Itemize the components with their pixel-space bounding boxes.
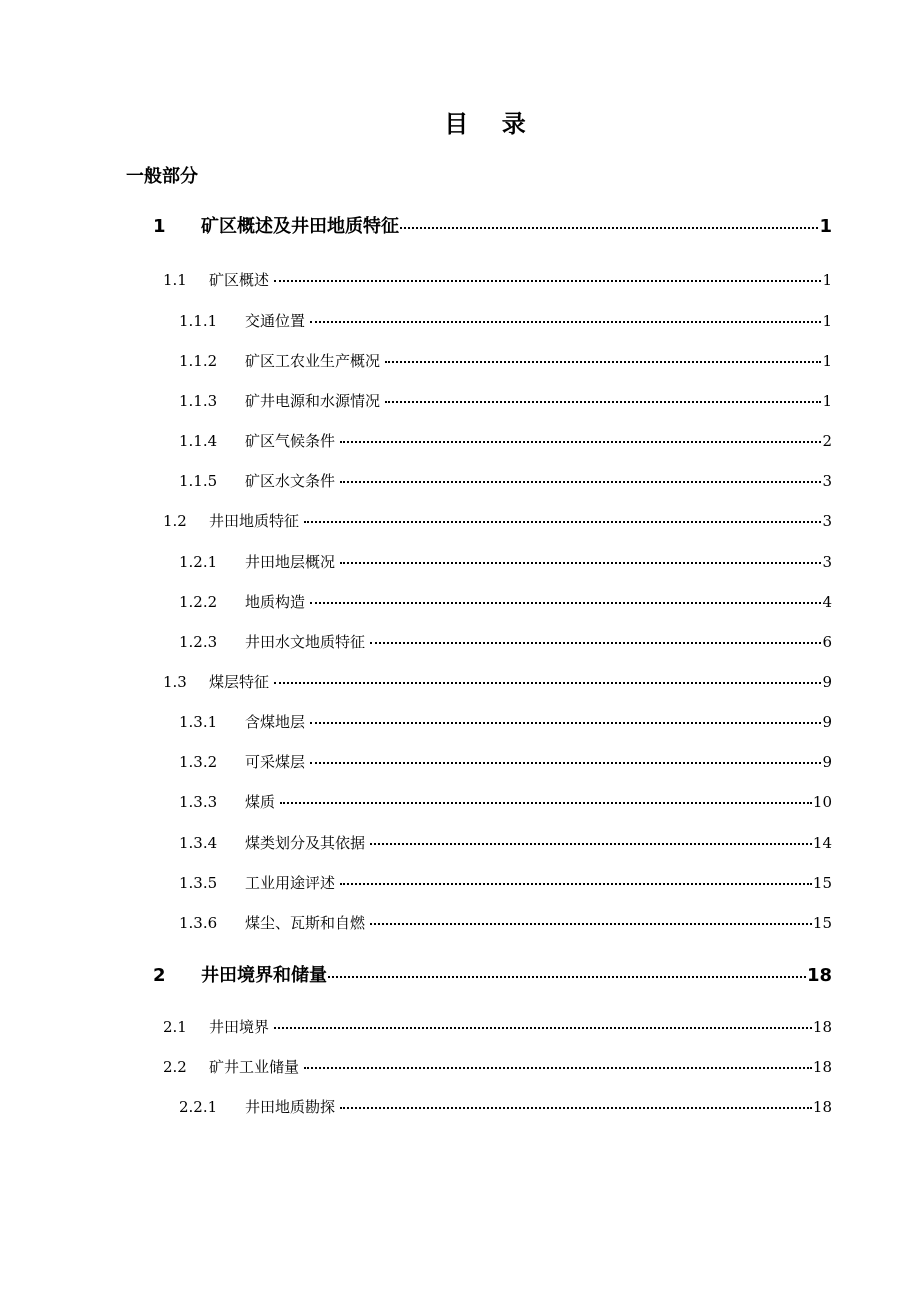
toc-entry[interactable] xyxy=(179,310,832,331)
toc-entry-label: 井田地质勘探 xyxy=(245,1098,336,1116)
toc-entry[interactable] xyxy=(179,430,832,451)
toc-entry-number: 2.2 xyxy=(163,1058,187,1076)
toc-entry[interactable] xyxy=(179,551,832,572)
toc-dot-leader xyxy=(304,521,821,523)
toc-entry-number: 1.2 xyxy=(163,512,187,530)
toc-entry-page-number: 3 xyxy=(822,512,832,530)
toc-dot-leader xyxy=(340,562,821,564)
toc-entry-page-number: 6 xyxy=(822,633,832,651)
toc-entry-label: 矿区气候条件 xyxy=(245,432,336,450)
toc-dot-leader xyxy=(280,802,812,804)
toc-entry-page-number: 1 xyxy=(822,352,832,370)
toc-dot-leader xyxy=(340,1107,812,1109)
toc-entry[interactable] xyxy=(179,350,832,371)
toc-entry-page-number: 1 xyxy=(822,271,832,289)
toc-entry[interactable] xyxy=(179,832,832,853)
toc-dot-leader xyxy=(385,401,821,403)
toc-dot-leader xyxy=(310,602,821,604)
toc-entry-page-number: 9 xyxy=(822,673,832,691)
toc-entry-page-number: 14 xyxy=(812,834,832,852)
toc-dot-leader xyxy=(385,361,821,363)
toc-entry-number: 1.1.2 xyxy=(179,352,218,370)
toc-entry-page-number: 4 xyxy=(822,593,832,611)
toc-dot-leader xyxy=(370,923,812,925)
toc-entry-number: 1.2.3 xyxy=(179,633,218,651)
page-title: 目 录 xyxy=(444,110,526,138)
toc-entry-label: 井田境界 xyxy=(209,1018,270,1036)
toc-entry-label: 矿区概述及井田地质特征 xyxy=(201,216,399,237)
toc-entry[interactable] xyxy=(153,212,832,238)
toc-entry-label: 井田水文地质特征 xyxy=(245,633,366,651)
toc-dot-leader xyxy=(310,762,821,764)
toc-entry-number: 1.3.5 xyxy=(179,874,218,892)
toc-entry-number: 1.3.1 xyxy=(179,713,218,731)
toc-entry-number: 1.1.5 xyxy=(179,472,218,490)
toc-entry-number: 1.3 xyxy=(163,673,187,691)
toc-entry-page-number: 1 xyxy=(822,312,832,330)
toc-dot-leader xyxy=(340,481,821,483)
toc-entry[interactable] xyxy=(153,961,832,987)
toc-entry[interactable] xyxy=(179,1096,832,1117)
toc-entry[interactable] xyxy=(179,791,832,812)
toc-entry-number: 1.3.3 xyxy=(179,793,218,811)
toc-entry[interactable] xyxy=(179,872,832,893)
toc-entry-label: 煤质 xyxy=(245,793,276,811)
section-heading: 一般部分 xyxy=(126,166,198,187)
toc-entry-page-number: 2 xyxy=(822,432,832,450)
toc-entry-label: 矿区工农业生产概况 xyxy=(245,352,381,370)
toc-dot-leader xyxy=(274,682,821,684)
toc-entry-page-number: 18 xyxy=(806,965,832,986)
toc-entry-label: 矿井工业储量 xyxy=(209,1058,300,1076)
toc-entry[interactable] xyxy=(163,1056,832,1077)
toc-entry-number: 1.1 xyxy=(163,271,187,289)
toc-entry-number: 1.1.3 xyxy=(179,392,218,410)
toc-dot-leader xyxy=(340,883,812,885)
toc-entry-number: 1.1.1 xyxy=(179,312,218,330)
toc-entry-label: 矿区水文条件 xyxy=(245,472,336,490)
toc-entry-label: 矿区概述 xyxy=(209,271,270,289)
toc-entry-label: 煤类划分及其依据 xyxy=(245,834,366,852)
toc-entry[interactable] xyxy=(163,510,832,531)
toc-dot-leader xyxy=(400,227,818,229)
toc-entry-number: 1.3.4 xyxy=(179,834,218,852)
toc-entry-page-number: 10 xyxy=(812,793,832,811)
toc-entry-number: 2.2.1 xyxy=(179,1098,218,1116)
toc-entry-number: 1.2.2 xyxy=(179,593,218,611)
toc-entry-number: 1.3.6 xyxy=(179,914,218,932)
toc-entry[interactable] xyxy=(163,1016,832,1037)
toc-entry-page-number: 1 xyxy=(819,216,832,237)
toc-entry[interactable] xyxy=(179,711,832,732)
toc-entry-label: 交通位置 xyxy=(245,312,306,330)
toc-entry-page-number: 1 xyxy=(822,392,832,410)
toc-entry[interactable] xyxy=(179,470,832,491)
toc-entry-page-number: 9 xyxy=(822,713,832,731)
toc-entry-number: 1.2.1 xyxy=(179,553,218,571)
toc-entry-page-number: 3 xyxy=(822,553,832,571)
toc-entry[interactable] xyxy=(163,671,832,692)
toc-entry-number: 2 xyxy=(153,965,166,986)
toc-entry[interactable] xyxy=(179,751,832,772)
toc-dot-leader xyxy=(274,1027,812,1029)
toc-entry-page-number: 15 xyxy=(812,874,832,892)
toc-dot-leader xyxy=(304,1067,812,1069)
toc-entry-page-number: 18 xyxy=(812,1058,832,1076)
toc-entry[interactable] xyxy=(179,912,832,933)
toc-entry[interactable] xyxy=(179,591,832,612)
toc-entry-label: 煤层特征 xyxy=(209,673,270,691)
toc-entry[interactable] xyxy=(163,269,832,290)
toc-entry-number: 1 xyxy=(153,216,166,237)
toc-dot-leader xyxy=(370,642,821,644)
toc-dot-leader xyxy=(328,976,806,978)
toc-entry-label: 工业用途评述 xyxy=(245,874,336,892)
toc-entry-label: 井田地质特征 xyxy=(209,512,300,530)
toc-entry-label: 矿井电源和水源情况 xyxy=(245,392,381,410)
toc-entry-number: 1.1.4 xyxy=(179,432,218,450)
toc-entry-page-number: 18 xyxy=(812,1018,832,1036)
toc-entry-label: 井田地层概况 xyxy=(245,553,336,571)
toc-entry-page-number: 15 xyxy=(812,914,832,932)
toc-entry-page-number: 3 xyxy=(822,472,832,490)
toc-dot-leader xyxy=(340,441,821,443)
toc-entry[interactable] xyxy=(179,631,832,652)
toc-entry-number: 1.3.2 xyxy=(179,753,218,771)
toc-dot-leader xyxy=(370,843,812,845)
toc-entry-page-number: 18 xyxy=(812,1098,832,1116)
toc-entry-page-number: 9 xyxy=(822,753,832,771)
toc-entry[interactable] xyxy=(179,390,832,411)
toc-entry-label: 含煤地层 xyxy=(245,713,306,731)
toc-entry-label: 可采煤层 xyxy=(245,753,306,771)
toc-entry-number: 2.1 xyxy=(163,1018,187,1036)
toc-entry-label: 井田境界和储量 xyxy=(201,965,327,986)
toc-dot-leader xyxy=(310,321,821,323)
toc-dot-leader xyxy=(274,280,821,282)
toc-entry-label: 地质构造 xyxy=(245,593,306,611)
toc-entry-label: 煤尘、瓦斯和自燃 xyxy=(245,914,366,932)
toc-dot-leader xyxy=(310,722,821,724)
